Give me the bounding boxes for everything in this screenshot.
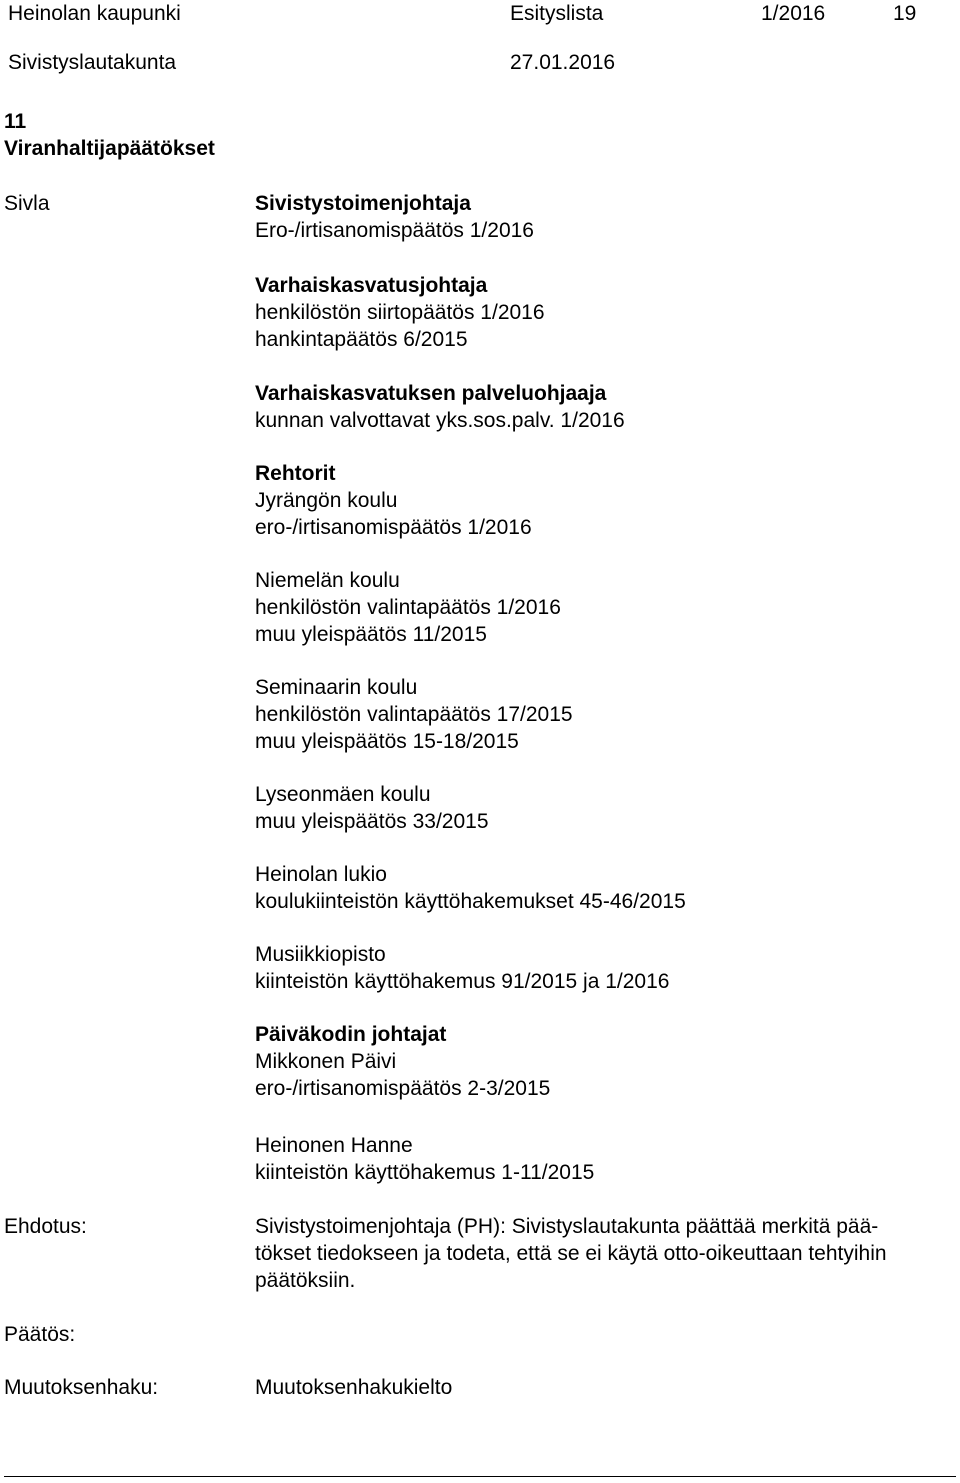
footer-divider xyxy=(4,1476,956,1477)
header-body: Sivistyslautakunta xyxy=(8,51,177,74)
decision-group-heinonen-hanne xyxy=(255,1132,594,1186)
group-line: Niemelän koulu xyxy=(255,569,400,592)
decision-label: Päätös: xyxy=(4,1323,76,1346)
proposal-line: päätöksiin. xyxy=(255,1269,356,1292)
group-title: Päiväkodin johtajat xyxy=(255,1023,447,1046)
group-line: henkilöstön valintapäätös 1/2016 xyxy=(255,596,561,619)
group-line: Ero-/irtisanomispäätös 1/2016 xyxy=(255,219,534,242)
proposal-line: tökset tiedokseen ja todeta, että se ei käytä otto-oikeuttaan tehtyihin xyxy=(255,1242,887,1265)
group-line: koulukiinteistön käyttöhakemukset 45-46/2015 xyxy=(255,890,686,913)
group-line: ero-/irtisanomispäätös 2-3/2015 xyxy=(255,1077,551,1100)
group-title: Varhaiskasvatusjohtaja xyxy=(255,274,488,297)
group-line: Mikkonen Päivi xyxy=(255,1050,397,1073)
proposal-line: Sivistystoimenjohtaja (PH): Sivistyslautakunta päättää merkitä pää- xyxy=(255,1215,879,1238)
decision-group-sivistystoimenjohtaja xyxy=(255,190,534,244)
decision-group-rehtorit xyxy=(255,460,532,541)
header-document-type: Esityslista xyxy=(510,2,604,25)
decision-group-heinolan-lukio xyxy=(255,861,686,915)
appeal-label: Muutoksenhaku: xyxy=(4,1376,159,1399)
group-line: henkilöstön valintapäätös 17/2015 xyxy=(255,703,573,726)
decision-group-seminaarin-koulu xyxy=(255,674,573,755)
group-line: Seminaarin koulu xyxy=(255,676,418,699)
group-line: muu yleispäätös 11/2015 xyxy=(255,623,487,646)
decision-group-musiikkiopisto xyxy=(255,941,669,995)
header-organization: Heinolan kaupunki xyxy=(8,2,181,25)
group-line: ero-/irtisanomispäätös 1/2016 xyxy=(255,516,532,539)
header-page-number: 19 xyxy=(893,2,917,25)
section-number: 11 xyxy=(4,110,27,133)
group-line: Lyseonmäen koulu xyxy=(255,783,431,806)
group-line: Heinonen Hanne xyxy=(255,1134,413,1157)
decision-group-niemelan-koulu xyxy=(255,567,561,648)
group-line: Jyrängön koulu xyxy=(255,489,398,512)
decision-group-paivakodin-johtajat xyxy=(255,1021,550,1102)
decision-group-lyseonmaen-koulu xyxy=(255,781,489,835)
header-meeting-number: 1/2016 xyxy=(761,2,826,25)
proposal-label: Ehdotus: xyxy=(4,1215,87,1238)
group-line: muu yleispäätös 15-18/2015 xyxy=(255,730,519,753)
decision-group-varhaiskasvatusjohtaja xyxy=(255,272,545,353)
group-title: Rehtorit xyxy=(255,462,336,485)
group-line: Musiikkiopisto xyxy=(255,943,386,966)
group-line: muu yleispäätös 33/2015 xyxy=(255,810,489,833)
proposal-text xyxy=(255,1213,887,1294)
appeal-value: Muutoksenhakukielto xyxy=(255,1376,453,1399)
group-line: henkilöstön siirtopäätös 1/2016 xyxy=(255,301,545,324)
group-line: kiinteistön käyttöhakemus 91/2015 ja 1/2016 xyxy=(255,970,670,993)
group-line: kunnan valvottavat yks.sos.palv. 1/2016 xyxy=(255,409,625,432)
group-title: Sivistystoimenjohtaja xyxy=(255,192,471,215)
group-line: hankintapäätös 6/2015 xyxy=(255,328,468,351)
sivla-label: Sivla xyxy=(4,192,50,215)
decision-group-palveluohjaaja xyxy=(255,380,625,434)
group-line: kiinteistön käyttöhakemus 1-11/2015 xyxy=(255,1161,595,1184)
section-title: Viranhaltijapäätökset xyxy=(4,137,215,160)
header-date: 27.01.2016 xyxy=(510,51,616,74)
group-title: Varhaiskasvatuksen palveluohjaaja xyxy=(255,382,607,405)
group-line: Heinolan lukio xyxy=(255,863,387,886)
